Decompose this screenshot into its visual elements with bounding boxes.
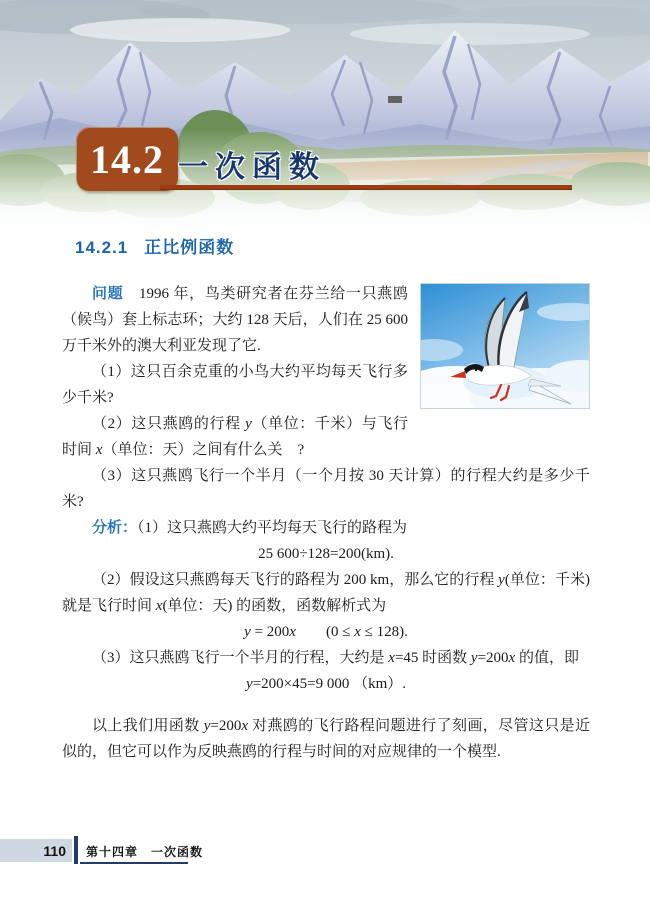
chapter-title: 一次函数 (178, 151, 326, 184)
footer-rule-line (80, 862, 188, 864)
chapter-rule-line (160, 185, 572, 190)
footer-divider-bar (74, 836, 78, 864)
question-2: （2）这只燕鸥的行程 y（单位：千米）与飞行时间 x（单位：天）之间有什么关 ? (62, 416, 408, 458)
tern-bird-photo (420, 283, 590, 409)
analysis-1-text: （1）这只燕鸥大约平均每天飞行的路程为 (137, 520, 408, 536)
analysis-paragraph-2: （2）假设这只燕鸥每天飞行的路程为 200 km，那么它的行程 y(单位：千米) 就是飞行时间 x(单位：天) 的函数，函数解析式为 (62, 572, 590, 614)
analysis-label: 分析： (92, 519, 138, 536)
problem-intro-text: 1996 年，鸟类研究者在芬兰给一只燕鸥（候鸟）套上标志环；大约 128 天后，人们在 25 600 万千米外的澳大利亚发现了它. (62, 286, 408, 354)
page-number-band (0, 839, 72, 862)
analysis-paragraph-3: （3）这只燕鸥飞行一个半月的行程，大约是 x=45 时函数 y=200x 的值，即 (92, 650, 579, 666)
problem-label: 问题 (92, 285, 124, 302)
section-number: 14.2.1 (75, 238, 129, 257)
footer-chapter-label: 第十四章 一次函数 (86, 845, 204, 859)
page-number: 110 (43, 842, 66, 859)
chapter-number-badge (76, 127, 178, 191)
equation-3: y=200×45=9 000 （km）. (246, 676, 406, 692)
chapter-number: 14.2 (90, 136, 164, 182)
analysis-paragraph-1 (62, 515, 590, 541)
question-1: （1）这只百余克重的小鸟大约平均每天飞行多少千米? (62, 364, 408, 406)
question-3: （3）这只燕鸥飞行一个半月（一个月按 30 天计算）的行程大约是多少千米? (62, 468, 590, 510)
section-heading (75, 233, 234, 258)
mountain-landscape-illustration (0, 0, 650, 232)
equation-1: 25 600÷128=200(km). (258, 546, 394, 562)
main-content (62, 281, 590, 765)
mountain-landscape-photo (0, 0, 650, 232)
section-title: 正比例函数 (144, 238, 235, 257)
closing-paragraph: 以上我们用函数 y=200x 对燕鸥的飞行路程问题进行了刻画，尽管这只是近似的，但它可以作为反映燕鸥的行程与时间的对应规律的一个模型. (62, 718, 590, 760)
equation-2: y = 200x (0 ≤ x ≤ 128). (244, 624, 408, 640)
flying-tern-illustration (421, 284, 589, 408)
